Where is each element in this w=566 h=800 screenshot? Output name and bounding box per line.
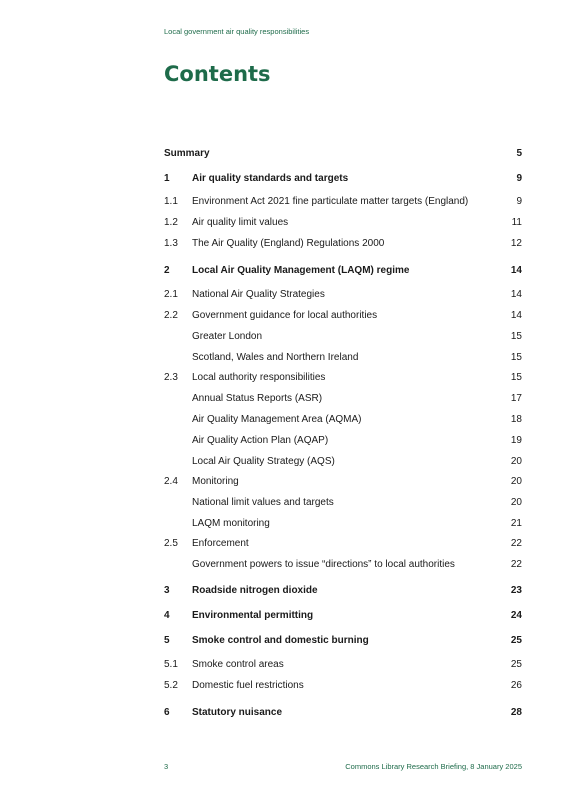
table-of-contents <box>164 0 522 800</box>
toc-entry-page: 18 <box>510 414 522 425</box>
toc-entry-title[interactable]: National Air Quality Strategies <box>192 289 325 300</box>
toc-entry-page: 26 <box>510 680 522 691</box>
toc-entry-title[interactable]: The Air Quality (England) Regulations 2000 <box>192 238 385 249</box>
toc-entry[interactable] <box>164 516 522 532</box>
toc-entry-title[interactable]: Summary <box>164 148 210 159</box>
toc-entry[interactable] <box>164 557 522 573</box>
toc-entry-page: 17 <box>510 393 522 404</box>
toc-entry-page: 22 <box>510 538 522 549</box>
toc-entry[interactable] <box>164 536 522 552</box>
toc-entry[interactable] <box>164 287 522 303</box>
toc-entry[interactable] <box>164 608 522 624</box>
toc-entry-title[interactable]: Monitoring <box>192 476 239 487</box>
toc-entry-number: 6 <box>164 707 170 718</box>
toc-entry-title[interactable]: Government powers to issue “directions” to local authorities <box>192 559 455 570</box>
toc-entry[interactable] <box>164 263 522 279</box>
toc-entry[interactable] <box>164 215 522 231</box>
toc-entry[interactable] <box>164 454 522 470</box>
toc-entry-number: 2.5 <box>164 538 178 549</box>
toc-entry-title[interactable]: Air Quality Action Plan (AQAP) <box>192 435 329 446</box>
toc-entry[interactable] <box>164 146 522 162</box>
toc-entry-title[interactable]: Government guidance for local authorities <box>192 310 378 321</box>
running-header: Local government air quality responsibilities <box>164 27 310 36</box>
toc-entry-title[interactable]: Air Quality Management Area (AQMA) <box>192 414 362 425</box>
toc-entry[interactable] <box>164 705 522 721</box>
toc-entry-number: 5.2 <box>164 680 178 691</box>
toc-entry-title[interactable]: Environmental permitting <box>192 610 314 621</box>
toc-entry-title[interactable]: Smoke control and domestic burning <box>192 635 369 646</box>
toc-entry-page: 25 <box>510 659 522 670</box>
toc-entry-page: 20 <box>510 456 522 467</box>
toc-entry-page: 12 <box>510 238 522 249</box>
toc-entry[interactable] <box>164 657 522 673</box>
toc-entry-page: 5 <box>516 148 522 159</box>
toc-entry-title[interactable]: Statutory nuisance <box>192 707 283 718</box>
toc-entry-title[interactable]: Smoke control areas <box>192 659 284 670</box>
toc-entry-number: 2.3 <box>164 372 178 383</box>
toc-entry-title[interactable]: National limit values and targets <box>192 497 334 508</box>
toc-entry[interactable] <box>164 678 522 694</box>
toc-entry-page: 28 <box>510 707 522 718</box>
toc-entry-number: 4 <box>164 610 170 621</box>
toc-entry-title[interactable]: Roadside nitrogen dioxide <box>192 585 318 596</box>
toc-entry[interactable] <box>164 583 522 599</box>
toc-entry-number: 2.1 <box>164 289 178 300</box>
toc-entry-number: 1.2 <box>164 217 178 228</box>
toc-entry-number: 3 <box>164 585 170 596</box>
toc-entry[interactable] <box>164 412 522 428</box>
toc-entry-page: 20 <box>510 476 522 487</box>
toc-entry[interactable] <box>164 391 522 407</box>
toc-entry-title[interactable]: Air quality standards and targets <box>192 173 349 184</box>
toc-entry-page: 9 <box>516 196 522 207</box>
toc-entry[interactable] <box>164 236 522 252</box>
toc-entry-title[interactable]: LAQM monitoring <box>192 518 270 529</box>
toc-entry-title[interactable]: Air quality limit values <box>192 217 289 228</box>
toc-entry-title[interactable]: Annual Status Reports (ASR) <box>192 393 323 404</box>
toc-entry-page: 20 <box>510 497 522 508</box>
toc-entry-title[interactable]: Domestic fuel restrictions <box>192 680 304 691</box>
toc-entry[interactable] <box>164 433 522 449</box>
footer-page-number: 3 <box>164 762 169 771</box>
toc-entry-page: 21 <box>510 518 522 529</box>
toc-entry[interactable] <box>164 495 522 511</box>
toc-entry-page: 24 <box>510 610 522 621</box>
toc-entry-number: 2.4 <box>164 476 178 487</box>
toc-entry-page: 19 <box>510 435 522 446</box>
toc-entry-title[interactable]: Enforcement <box>192 538 249 549</box>
toc-entry-page: 15 <box>510 352 522 363</box>
toc-entry-number: 1.3 <box>164 238 178 249</box>
toc-entry[interactable] <box>164 329 522 345</box>
toc-entry-title[interactable]: Local authority responsibilities <box>192 372 326 383</box>
toc-entry-title[interactable]: Local Air Quality Management (LAQM) regime <box>192 265 410 276</box>
toc-entry-page: 11 <box>511 217 522 228</box>
toc-entry-page: 14 <box>510 310 522 321</box>
toc-entry[interactable] <box>164 474 522 490</box>
toc-entry-number: 2 <box>164 265 170 276</box>
toc-entry-title[interactable]: Scotland, Wales and Northern Ireland <box>192 352 359 363</box>
toc-entry-page: 15 <box>510 331 522 342</box>
toc-entry-title[interactable]: Local Air Quality Strategy (AQS) <box>192 456 335 467</box>
toc-entry[interactable] <box>164 171 522 187</box>
toc-entry-number: 1 <box>164 173 170 184</box>
toc-entry-number: 2.2 <box>164 310 178 321</box>
toc-entry-number: 5.1 <box>164 659 178 670</box>
toc-entry[interactable] <box>164 308 522 324</box>
toc-entry-page: 14 <box>510 265 522 276</box>
toc-entry-page: 15 <box>510 372 522 383</box>
toc-entry-page: 23 <box>510 585 522 596</box>
toc-entry-page: 9 <box>516 173 522 184</box>
toc-entry-page: 22 <box>510 559 522 570</box>
toc-entry[interactable] <box>164 370 522 386</box>
toc-entry[interactable] <box>164 350 522 366</box>
toc-entry-number: 5 <box>164 635 170 646</box>
toc-entry-number: 1.1 <box>164 196 178 207</box>
footer-citation: Commons Library Research Briefing, 8 January 2025 <box>345 762 522 771</box>
toc-entry-page: 25 <box>510 635 522 646</box>
toc-entry-page: 14 <box>510 289 522 300</box>
toc-entry[interactable] <box>164 194 522 210</box>
page-title: Contents <box>164 62 271 86</box>
toc-entry-title[interactable]: Environment Act 2021 fine particulate matter targets (England) <box>192 196 469 207</box>
toc-entry-title[interactable]: Greater London <box>192 331 263 342</box>
toc-entry[interactable] <box>164 633 522 649</box>
